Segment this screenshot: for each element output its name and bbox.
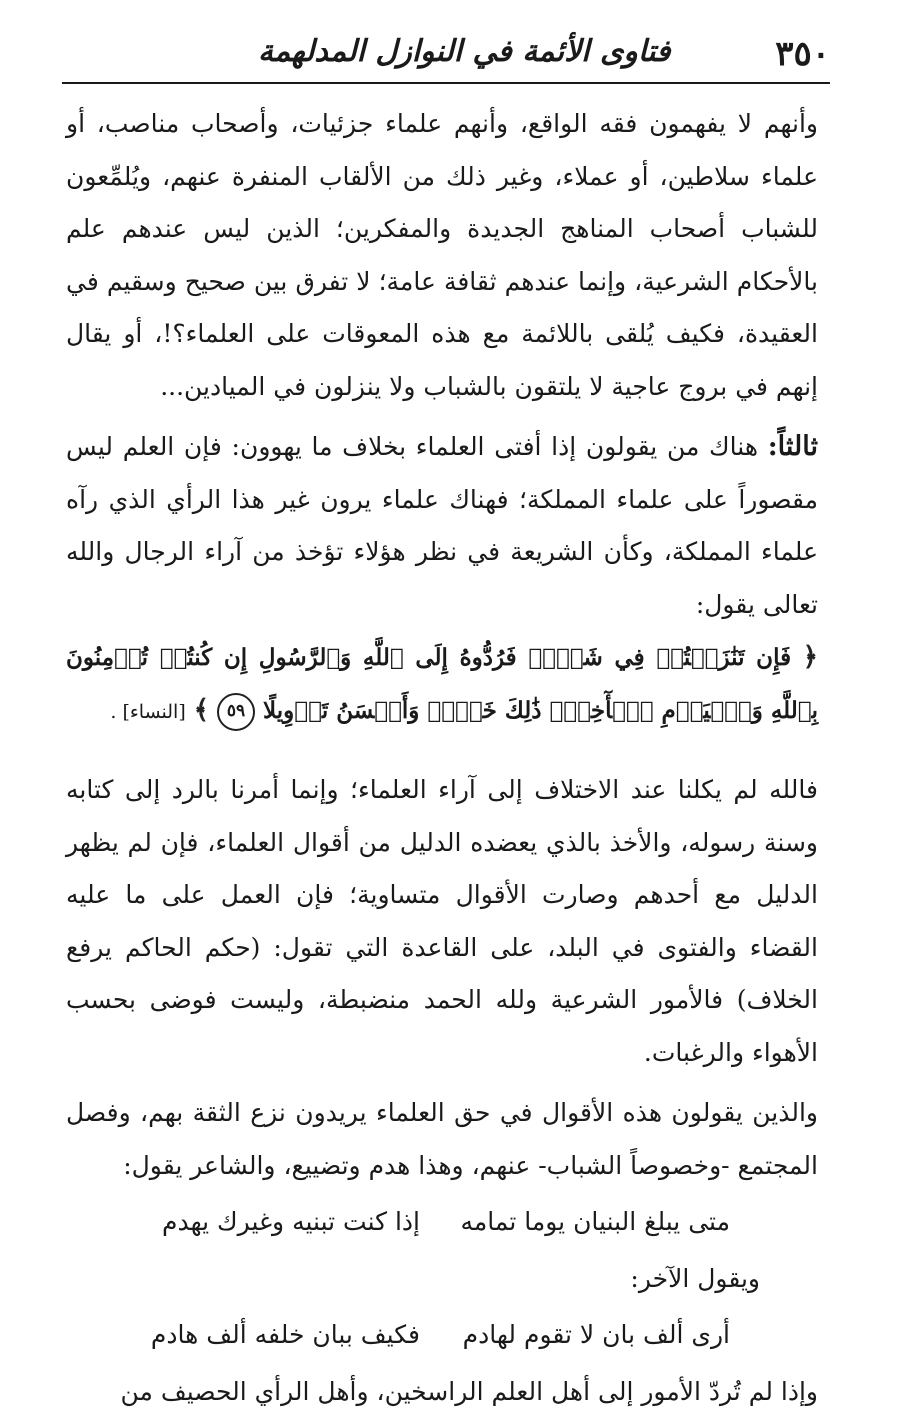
spacer [66,1079,818,1087]
poetry-verse-2 [66,1309,818,1362]
verse-2-first-hemistich: أرى ألف بان لا تقوم لهادم [420,1309,730,1362]
verse-1-second-hemistich: إذا كنت تبنيه وغيرك يهدم [120,1196,420,1249]
verse-2-second-hemistich: فكيف ببان خلفه ألف هادم [120,1309,420,1362]
paragraph-2-text: هناك من يقولون إذا أفتى العلماء بخلاف ما يهوون: فإن العلم ليس مقصوراً على علماء المملكة؛ فهناك علماء يرون غير هذا الرأي الذي رآه علماء المملكة، وكأن الشريعة في نظر هؤلاء تؤخذ من آراء الرجال والله تعالى يقول: [66,432,818,619]
paragraph-1: وأنهم لا يفهمون فقه الواقع، وأنهم علماء جزئيات، وأصحاب مناصب، أو علماء سلاطين، أو عملاء، وغير ذلك من الألقاب المنفرة عنهم، ويُلمِّعون للشباب أصحاب المناهج الجديدة والمفكرين؛ الذين ليس عندهم علم بالأحكام الشرعية، وإنما عندهم ثقافة عامة؛ لا تفرق بين صحيح وسقيم في العقيدة، فكيف يُلقى باللائمة مع هذه المعوقات على العلماء؟!، أو يقال إنهم في بروج عاجية لا يلتقون بالشباب ولا ينزلون في الميادين... [66,98,818,413]
header-divider [62,82,830,84]
spacer [66,738,818,764]
page-number: ٣٥٠ [775,32,830,76]
running-title: فتاوى الأئمة في النوازل المدلهمة [258,30,670,74]
page-header [62,30,830,82]
spacer [66,413,818,421]
paragraph-4: والذين يقولون هذه الأقوال في حق العلماء يريدون نزع الثقة بهم، وفصل المجتمع -وخصوصاً الشباب- عنهم، وهذا هدم وتضييع، والشاعر يقول: [66,1087,818,1192]
poetry-verse-1 [66,1196,818,1249]
paragraph-3: فالله لم يكلنا عند الاختلاف إلى آراء العلماء؛ وإنما أمرنا بالرد إلى كتابه وسنة رسوله، والأخذ بالذي يعضده الدليل من أقوال العلماء، فإن لم يظهر الدليل مع أحدهم وصارت الأقوال متساوية؛ فإن العمل على ما عليه القضاء والفتوى في البلد، على القاعدة التي تقول: (حكم الحاكم يرفع الخلاف) فالأمور الشرعية ولله الحمد منضبطة، وليست فوضى بحسب الأهواء والرغبات. [66,764,818,1079]
section-label-third: ثالثاً: [768,431,818,462]
quran-verse [66,631,818,738]
body-text [66,98,818,1418]
paragraph-2 [66,421,818,631]
quran-verse-text: فَإِن تَنَٰزَعۡتُمۡ فِي شَيۡءٖ فَرُدُّوهُ إِلَى ٱللَّهِ وَٱلرَّسُولِ إِن كُنتُمۡ تُؤۡمِنُونَ بِٱللَّهِ وَٱلۡيَوۡمِ ٱلۡأٓخِرِۚ ذَٰلِكَ خَيۡرٞ وَأَحۡسَنُ تَأۡوِيلًا [66,644,818,724]
quran-open-bracket: ﴿ [803,642,818,672]
quran-close-bracket: ﴾ [194,695,209,725]
other-poet-intro: ويقول الآخر: [66,1253,818,1306]
ayah-number-badge: ٥٩ [217,693,255,731]
sura-reference: [النساء] . [110,701,185,723]
paragraph-5: وإذا لم تُردّ الأمور إلى أهل العلم الراسخين، وأهل الرأي الحصيف من [66,1366,818,1418]
verse-1-first-hemistich: متى يبلغ البنيان يوما تمامه [420,1196,730,1249]
